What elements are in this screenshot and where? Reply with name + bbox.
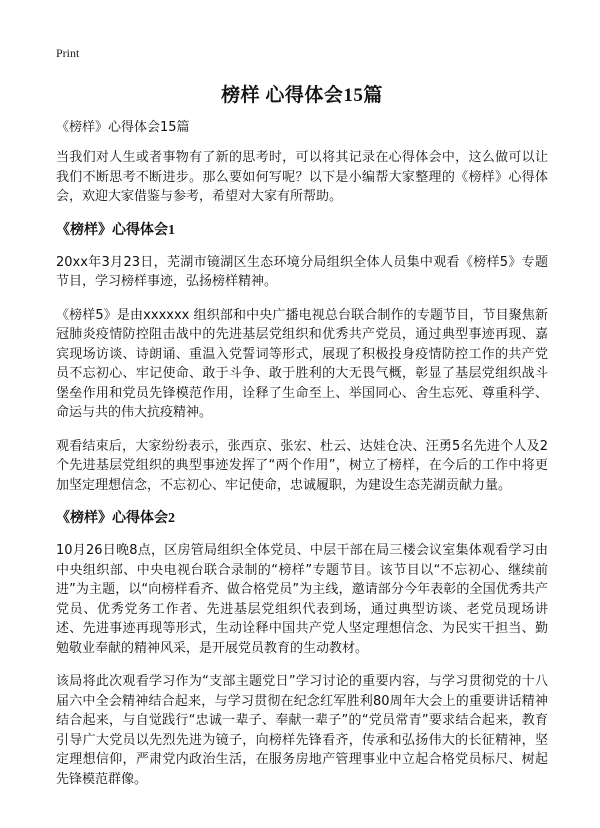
section-paragraph: 该局将此次观看学习作为“支部主题党日”学习讨论的重要内容，与学习贯彻党的十八届六中全会精神结合起来，与学习贯彻在纪念红军胜利80周年大会上的重要讲话精神结合起来，与自觉践行“忠诚一辈子、奉献一辈子”的“党员常青”要求结合起来，教育引导广大党员以先烈先进为镜子，向榜样先锋看齐，传承和弘扬伟大的长征精神，坚定理想信仰，严肃党内政治生活，在服务房地产管理事业中立起合格党员标尺、树起先锋模范群像。 [56,674,548,787]
document-title: 榜样 心得体会15篇 [221,85,383,106]
section-paragraph: 10月26日晚8点，区房管局组织全体党员、中层干部在局三楼会议室集体观看学习由中央组织部、中央电视台联合录制的“榜样”专题节目。该节目以“不忘初心、继续前进”为主题，以“向榜样看齐、做合格党员”为主线，邀请部分今年表彰的全国优秀共产党员、优秀党务工作者、先进基层党组织代表到场，通过典型访谈、老党员现场讲述、先进事迹再现等形式，生动诠释中国共产党人坚定理想信念、为民实干担当、勤勉敬业奉献的精神风采，是开展党员教育的生动教材。 [56,543,548,656]
section-heading: 《榜样》心得体会2 [56,511,175,526]
intro-paragraph: 当我们对人生或者事物有了新的思考时，可以将其记录在心得体会中，这么做可以让我们不断思考不断进步。那么要如何写呢？以下是小编帮大家整理的《榜样》心得体会，欢迎大家借鉴与参考，希望对大家有所帮助。 [56,150,548,204]
section-paragraph: 《榜样5》是由xxxxxx 组织部和中央广播电视总台联合制作的专题节目，节目聚焦新冠肺炎疫情防控阻击战中的先进基层党组织和优秀共产党员，通过典型事迹再现、嘉宾现场访谈、诗朗诵、重温入党誓词等形式，展现了积极投身疫情防控工作的共产党员不忘初心、牢记使命、敢于斗争、敢于胜利的大无畏气概，彰显了基层党组织战斗堡垒作用和党员先锋模范作用，诠释了生命至上、举国同心、舍生忘死、尊重科学、命运与共的伟大抗疫精神。 [56,307,548,420]
section-heading: 《榜样》心得体会1 [56,222,175,238]
section-paragraph: 观看结束后，大家纷纷表示，张西京、张宏、杜云、达娃仓决、汪勇5名先进个人及2个先进基层党组织的典型事迹发挥了“两个作用”，树立了榜样，在今后的工作中将更加坚定理想信念，不忘初心、牢记使命，忠诚履职，为建设生态芜湖贡献力量。 [56,438,548,493]
section-2 [56,509,548,789]
print-link[interactable]: Print [56,46,80,60]
section-paragraph: 20xx年3月23日，芜湖市镜湖区生态环境分局组织全体人员集中观看《榜样5》专题节目，学习榜样事迹，弘扬榜样精神。 [56,254,548,289]
document-body [56,118,548,803]
section-1 [56,221,548,496]
document-subtitle: 《榜样》心得体会15篇 [56,120,190,135]
